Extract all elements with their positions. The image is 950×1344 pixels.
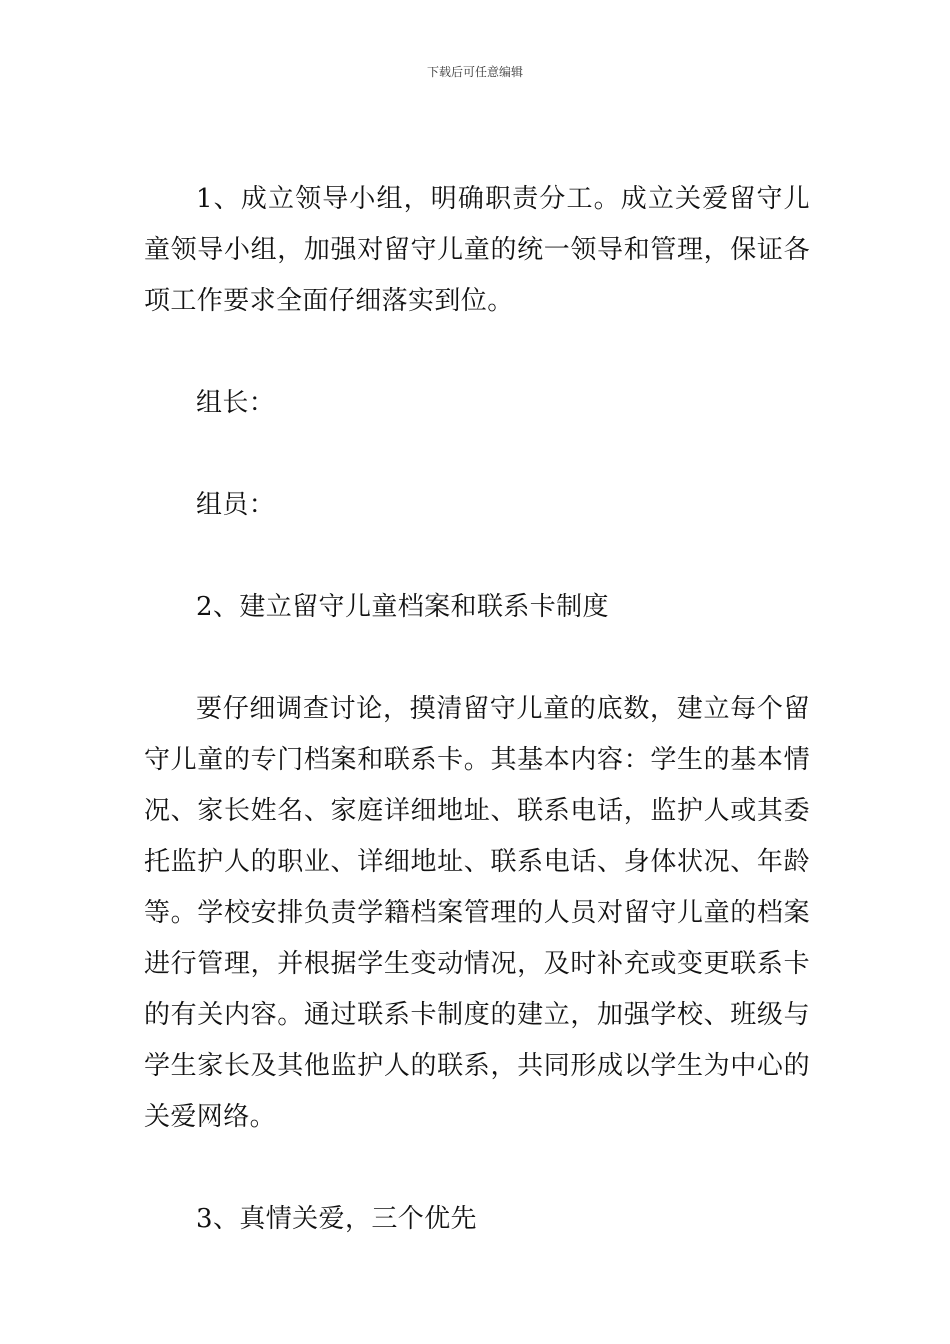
paragraph-spacer bbox=[144, 633, 810, 684]
paragraph-leadership-group: 1、成立领导小组，明确职责分工。成立关爱留守儿童领导小组，加强对留守儿童的统一领导和管理，保证各项工作要求全面仔细落实到位。 bbox=[144, 184, 810, 316]
document-body bbox=[144, 174, 810, 1245]
page-header: 下载后可任意编辑 bbox=[426, 65, 523, 79]
paragraph-spacer bbox=[144, 429, 810, 480]
paragraph-group-leader: 组长： bbox=[196, 388, 276, 418]
paragraph-spacer bbox=[144, 1143, 810, 1194]
paragraph-spacer bbox=[144, 327, 810, 378]
paragraph-archive-heading: 2、建立留守儿童档案和联系卡制度 bbox=[196, 592, 609, 622]
paragraph-group-members: 组员： bbox=[196, 490, 276, 520]
paragraph-spacer bbox=[144, 531, 810, 582]
paragraph-archive-details: 要仔细调查讨论，摸清留守儿童的底数，建立每个留守儿童的专门档案和联系卡。其基本内容：学生的基本情况、家长姓名、家庭详细地址、联系电话，监护人或其委托监护人的职业、详细地址、联系电话、身体状况、年龄等。学校安排负责学籍档案管理的人员对留守儿童的档案进行管理，并根据学生变动情况，及时补充或变更联系卡的有关内容。通过联系卡制度的建立，加强学校、班级与学生家长及其他监护人的联系，共同形成以学生为中心的关爱网络。 bbox=[144, 694, 810, 1132]
paragraph-care-heading: 3、真情关爱，三个优先 bbox=[196, 1204, 477, 1234]
